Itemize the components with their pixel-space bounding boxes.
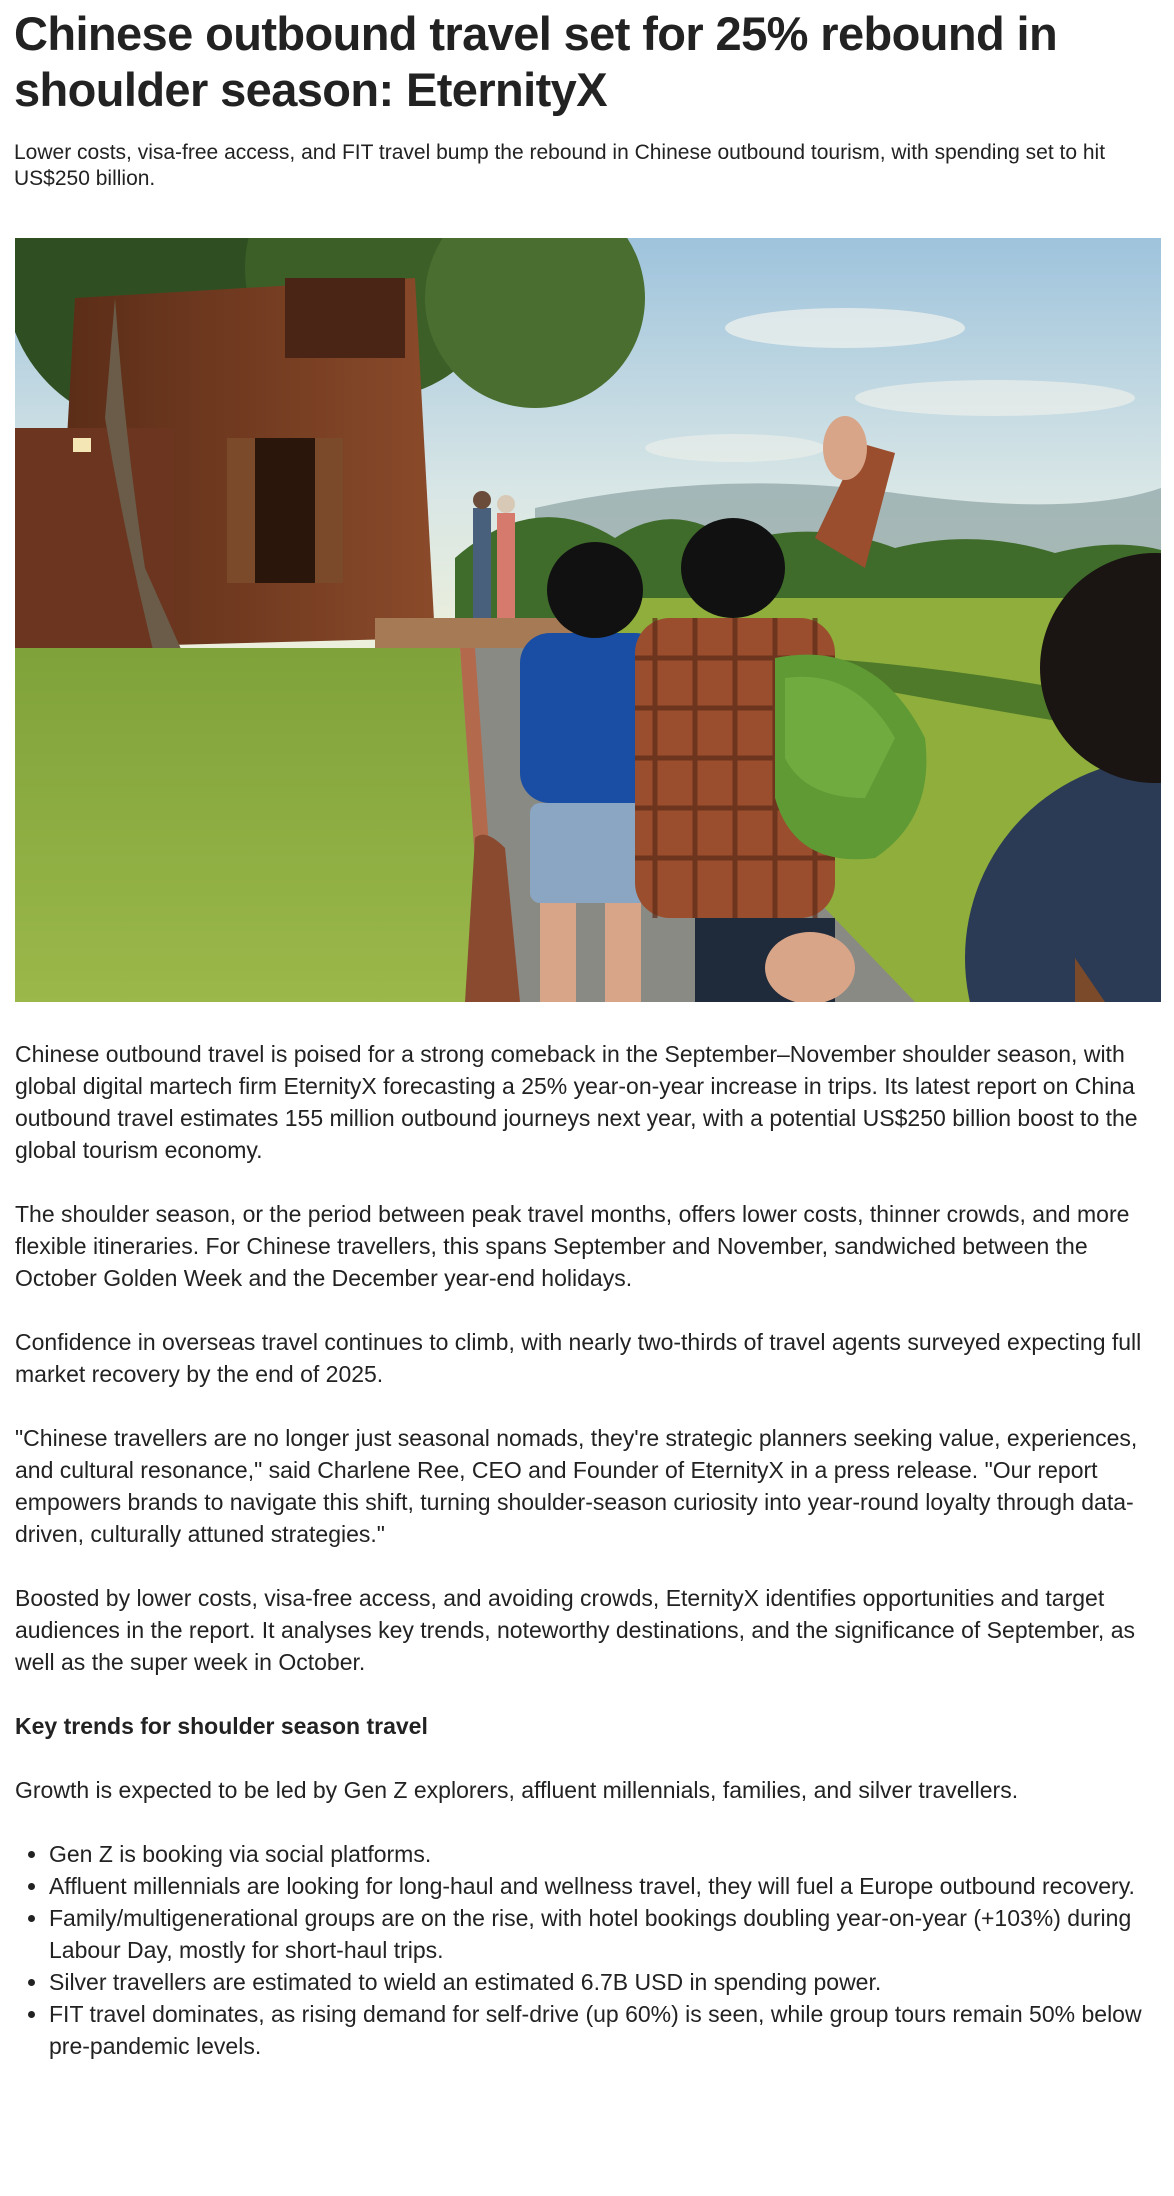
key-trends-list [15, 1838, 1165, 2062]
body-paragraph: Boosted by lower costs, visa-free access, and avoiding crowds, EternityX identifies opportunities and target audiences in the report. It analyses key trends, noteworthy destinations, and the significance of September, as well as the super week in October. [15, 1585, 1135, 1675]
article-title: Chinese outbound travel set for 25% rebound in shoulder season: EternityX [14, 7, 1058, 116]
list-item: • Affluent millennials are looking for long-haul and wellness travel, they will fuel a Europe outbound recovery. [49, 1870, 1165, 1902]
article-dek: Lower costs, visa-free access, and FIT travel bump the rebound in Chinese outbound tourism, with spending set to hit US$250 billion. [14, 141, 1106, 190]
list-item: • Silver travellers are estimated to wield an estimated 6.7B USD in spending power. [49, 1966, 1165, 1998]
body-paragraph: "Chinese travellers are no longer just seasonal nomads, they're strategic planners seeking value, experiences, and cultural resonance," said Charlene Ree, CEO and Founder of EternityX in a press release. "Our report empowers brands to navigate this shift, turning shoulder-season curiosity into year-round loyalty through data-driven, culturally attuned strategies." [15, 1425, 1138, 1547]
body-paragraph: Confidence in overseas travel continues to climb, with nearly two-thirds of travel agents surveyed expecting full market recovery by the end of 2025. [15, 1329, 1142, 1387]
body-paragraph: The shoulder season, or the period between peak travel months, offers lower costs, thinner crowds, and more flexible itineraries. For Chinese travellers, this spans September and November, sandwiched between the October Golden Week and the December year-end holidays. [15, 1201, 1130, 1291]
hero-image-illustration [15, 238, 1161, 1002]
list-item: • Gen Z is booking via social platforms. [49, 1838, 1165, 1870]
hero-image [15, 238, 1161, 1002]
article-body [15, 1038, 1165, 2062]
list-item: • FIT travel dominates, as rising demand for self-drive (up 60%) is seen, while group tours remain 50% below pre-pandemic levels. [49, 1998, 1165, 2062]
section-intro: Growth is expected to be led by Gen Z explorers, affluent millennials, families, and silver travellers. [15, 1777, 1019, 1803]
body-paragraph: Chinese outbound travel is poised for a strong comeback in the September–November shoulder season, with global digital martech firm EternityX forecasting a 25% year-on-year increase in trips. Its latest report on China outbound travel estimates 155 million outbound journeys next year, with a potential US$250 billion boost to the global tourism economy. [15, 1041, 1138, 1163]
section-heading: Key trends for shoulder season travel [15, 1713, 428, 1739]
list-item: • Family/multigenerational groups are on the rise, with hotel bookings doubling year-on-year (+103%) during Labour Day, mostly for short-haul trips. [49, 1902, 1165, 1966]
